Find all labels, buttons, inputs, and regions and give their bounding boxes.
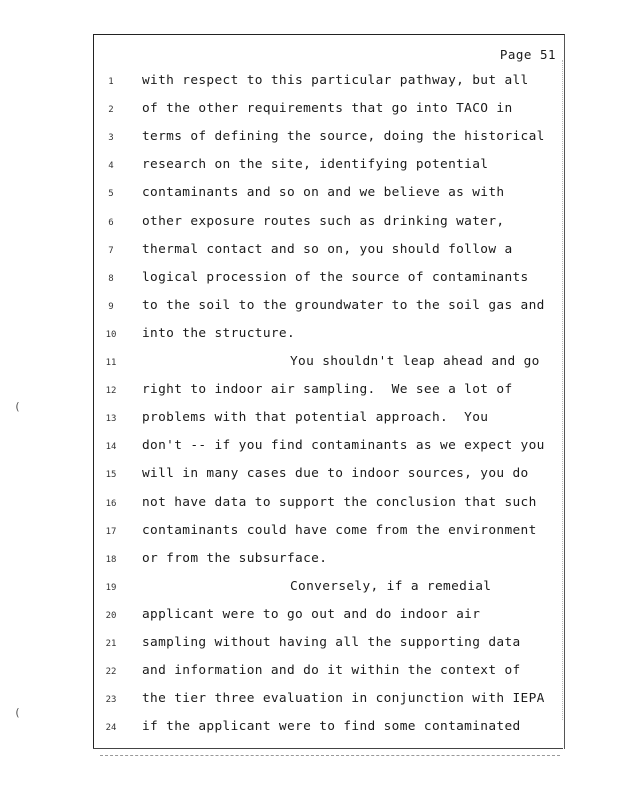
page-number: Page 51: [499, 47, 556, 62]
line-number: 3: [108, 133, 114, 144]
transcript-line: contaminants could have come from the environment: [142, 522, 537, 538]
line-number: 12: [105, 386, 117, 397]
line-number: 8: [108, 273, 114, 284]
line-number: 5: [108, 189, 114, 200]
transcript-line: not have data to support the conclusion that such: [142, 494, 537, 510]
transcript-line: if the applicant were to find some contaminated: [142, 719, 521, 735]
line-number: 14: [105, 442, 117, 453]
transcript-line: and information and do it within the context of: [142, 663, 521, 679]
line-number: 20: [105, 610, 117, 621]
transcript-line: logical procession of the source of contaminants: [142, 269, 529, 285]
transcript-line: or from the subsurface.: [142, 550, 328, 566]
line-number: 13: [105, 414, 117, 425]
line-number: 22: [105, 667, 117, 678]
transcript-line: applicant were to go out and do indoor air: [142, 606, 481, 622]
line-number: 4: [108, 161, 114, 172]
transcript-line: thermal contact and so on, you should follow a: [142, 241, 513, 257]
transcript-line: sampling without having all the supporting data: [142, 635, 521, 650]
line-number: 10: [105, 329, 117, 340]
line-number: 17: [105, 526, 117, 537]
transcript-line: other exposure routes such as drinking water,: [142, 213, 505, 229]
line-number: 18: [105, 554, 117, 565]
line-number: 9: [108, 301, 114, 312]
transcript-line: problems with that potential approach. You: [142, 410, 489, 426]
transcript-line: Conversely, if a remedial: [290, 578, 492, 594]
margin-mark: (: [14, 400, 21, 413]
transcript-line: terms of defining the source, doing the historical: [142, 129, 545, 145]
transcript-line: to the soil to the groundwater to the soil gas and: [142, 297, 545, 313]
transcript-line: into the structure.: [142, 325, 296, 341]
line-number: 11: [105, 358, 117, 368]
transcript-line: of the other requirements that go into TACO in: [142, 101, 513, 117]
page-frame-bottom: [93, 748, 563, 749]
right-edge-marks: [562, 60, 564, 720]
transcript-line: research on the site, identifying potential: [142, 157, 489, 173]
line-number: 2: [108, 105, 114, 116]
transcript-line: will in many cases due to indoor sources, you do: [142, 466, 529, 482]
line-number: 1: [108, 77, 114, 87]
footer-rule: [100, 755, 560, 759]
line-number: 7: [108, 245, 114, 256]
transcript-line: don't -- if you find contaminants as we expect you: [142, 438, 545, 454]
transcript-line: right to indoor air sampling. We see a lot of: [142, 382, 513, 398]
transcript-line: You shouldn't leap ahead and go: [290, 354, 540, 369]
transcript-line: contaminants and so on and we believe as with: [142, 185, 505, 201]
line-number: 21: [105, 639, 117, 649]
line-number: 24: [105, 723, 117, 734]
line-number: 15: [105, 470, 117, 481]
line-number: 16: [105, 498, 117, 509]
line-number: 19: [105, 582, 117, 593]
transcript-line: the tier three evaluation in conjunction with IEPA: [142, 691, 545, 707]
line-number: 23: [105, 695, 117, 706]
margin-mark: (: [14, 706, 21, 719]
line-number: 6: [108, 217, 114, 228]
transcript-line: with respect to this particular pathway, but all: [142, 73, 529, 88]
